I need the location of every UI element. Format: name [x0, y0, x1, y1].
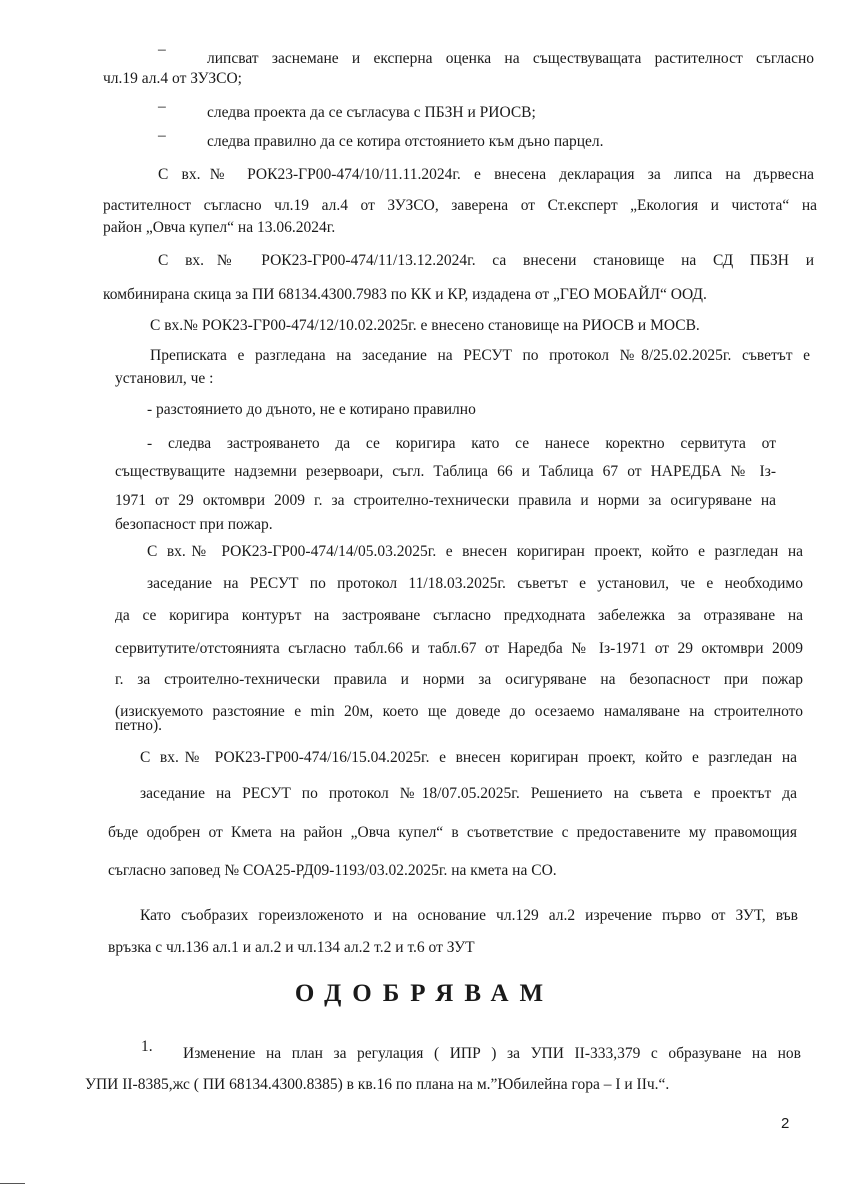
remark-2-line-3: 1971 от 29 октомври 2009 г. за строително-технически правила и норми за осигуряване на	[115, 492, 776, 509]
bullet-dash: –	[158, 127, 166, 144]
item-1-number: 1.	[141, 1038, 153, 1055]
item-1-line-2: УПИ II-8385,жс ( ПИ 68134.4300.8385) в кв.16 по плана на м.”Юбилейна гора – I и IIч.“.	[85, 1076, 670, 1093]
para-7-line-1: Като съобразих гореизложеното и на основание чл.129 ал.2 изречение първо от ЗУТ, във	[140, 907, 798, 924]
para-5-line-4: сервитутите/отстоянията съгласно табл.66 и табл.67 от Наредба № Із-1971 от 29 октомври 2009	[115, 640, 803, 657]
bullet-dash: –	[158, 41, 166, 58]
para-1-line-2: растителност съгласно чл.19 ал.4 от ЗУЗСО, заверена от Ст.експерт „Екология и чистота“ на	[103, 197, 817, 214]
scan-mark	[0, 1183, 25, 1184]
para-5-line-6: (изискуемото разстояние е min 20м, което ще доведе до осезаемо намаляване на строителното	[115, 703, 803, 720]
para-7-line-2: връзка с чл.136 ал.1 и ал.2 и чл.134 ал.2 т.2 и т.6 от ЗУТ	[108, 939, 475, 956]
para-1-line-1: С вх.№ РОК23-ГР00-474/10/11.11.2024г. е внесена декларация за липса на дървесна	[158, 166, 814, 183]
remark-2-line-1: - следва застрояването да се коригира като се нанесе коректно сервитута от	[147, 435, 776, 452]
remark-2-line-4: безопасност при пожар.	[115, 516, 273, 533]
bullet-3-line: следва правилно да се котира отстоянието към дъно парцел.	[207, 133, 604, 150]
para-3-line-1: С вх.№ РОК23-ГР00-474/12/10.02.2025г. е внесено становище на РИОСВ и МОСВ.	[150, 317, 700, 334]
bullet-2-line: следва проекта да се съгласува с ПБЗН и РИОСВ;	[207, 104, 536, 121]
bullet-1-line-1: липсват заснемане и експерна оценка на съществуващата растителност съгласно	[207, 50, 814, 67]
para-4-line-1: Преписката е разгледана на заседание на РЕСУТ по протокол №8/25.02.2025г. съветът е	[150, 347, 810, 364]
para-2-line-1: С вх.№ РОК23-ГР00-474/11/13.12.2024г. са внесени становище на СД ПБЗН и	[158, 252, 814, 269]
para-5-line-7: петно).	[115, 717, 163, 734]
para-5-line-3: да се коригира контурът на застрояване съгласно предходната забележка за отразяване на	[115, 607, 803, 624]
para-4-line-2: установил, че :	[115, 370, 214, 387]
item-1-line-1: Изменение на план за регулация ( ИПР ) за УПИ II-333,379 с образуване на нов	[183, 1045, 801, 1062]
para-6-line-3: бъде одобрен от Кмета на район „Овча купел“ в съответствие с предоставените му правомощия	[108, 824, 797, 841]
para-6-line-1: С вх.№ РОК23-ГР00-474/16/15.04.2025г. е внесен коригиран проект, който е разгледан на	[140, 749, 797, 766]
remark-1-line-1: - разстоянието до дъното, не е котирано правилно	[147, 401, 476, 418]
approval-heading: ОДОБРЯВАМ	[294, 980, 555, 1007]
para-2-line-2: комбинирана скица за ПИ 68134.4300.7983 по КК и КР, издадена от „ГЕО МОБАЙЛ“ ООД.	[103, 286, 707, 303]
para-5-line-5: г. за строително-технически правила и норми за осигуряване на безопасност при пожар	[115, 671, 803, 688]
para-5-line-2: заседание на РЕСУТ по протокол 11/18.03.2025г. съветът е установил, че е необходимо	[147, 575, 803, 592]
bullet-dash: –	[158, 98, 166, 115]
para-6-line-2: заседание на РЕСУТ по протокол №18/07.05.2025г. Решението на съвета е проектът да	[140, 785, 797, 802]
para-5-line-1: С вх.№ РОК23-ГР00-474/14/05.03.2025г. е внесен коригиран проект, който е разгледан на	[147, 543, 803, 560]
para-1-line-3: район „Овча купел“ на 13.06.2024г.	[103, 219, 336, 236]
page-number: 2	[781, 1115, 790, 1132]
bullet-1-line-2: чл.19 ал.4 от ЗУЗСО;	[103, 70, 242, 87]
remark-2-line-2: съществуващите надземни резервоари, съгл. Таблица 66 и Таблица 67 от НАРЕДБА № Із-	[115, 463, 776, 480]
para-6-line-4: съгласно заповед № СОА25-РД09-1193/03.02.2025г. на кмета на СО.	[108, 862, 557, 879]
